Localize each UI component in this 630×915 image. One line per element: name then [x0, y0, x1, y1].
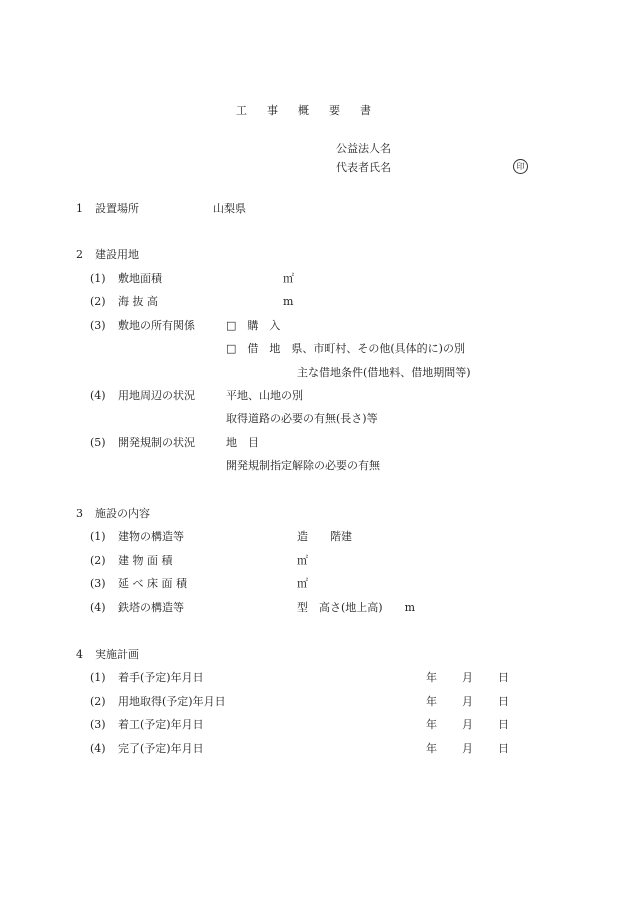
s3-i2-unit: ㎡: [297, 554, 308, 567]
s3-i1-label: 建物の構造等: [118, 530, 184, 543]
s2-i3-option-purchase: □ 購 入: [226, 319, 281, 332]
s4-i2-day: 日: [498, 695, 509, 708]
s3-i3-number: (3): [90, 577, 106, 590]
s2-i3-number: (3): [90, 319, 106, 332]
s2-i1-unit: ㎡: [283, 272, 294, 285]
s4-heading: 実施計画: [95, 648, 139, 661]
s2-i5-label: 開発規制の状況: [118, 436, 195, 449]
s4-i3-year: 年: [426, 718, 437, 731]
s2-i2-unit: m: [283, 295, 294, 308]
s4-i4-day: 日: [498, 742, 509, 755]
s2-i5-line1: 地 目: [226, 436, 259, 449]
s1-heading: 設置場所: [95, 202, 139, 215]
s2-i3-lease-note: 主な借地条件(借地料、借地期間等): [297, 366, 471, 379]
s2-i3-option-lease: □ 借 地 県、市町村、その他(具体的に)の別: [226, 342, 465, 355]
s4-i4-year: 年: [426, 742, 437, 755]
document-title: 工事概要書: [236, 104, 391, 117]
s2-i4-line1: 平地、山地の別: [226, 389, 303, 402]
s2-i2-label: 海 抜 高: [118, 295, 158, 308]
org-name-label: 公益法人名: [336, 142, 391, 155]
seal-mark: 印: [513, 159, 528, 174]
s4-i4-month: 月: [462, 742, 473, 755]
s3-i4-value: 型 高さ(地上高) m: [297, 601, 416, 614]
s4-i4-label: 完了(予定)年月日: [118, 742, 204, 755]
s1-value: 山梨県: [213, 202, 246, 215]
s2-i4-label: 用地周辺の状況: [118, 389, 195, 402]
representative-label: 代表者氏名: [336, 161, 391, 174]
s4-i1-day: 日: [498, 671, 509, 684]
s3-i4-number: (4): [90, 601, 106, 614]
s4-i3-label: 着工(予定)年月日: [118, 718, 204, 731]
s4-i2-year: 年: [426, 695, 437, 708]
s2-heading: 建設用地: [95, 248, 139, 261]
s3-heading: 施設の内容: [95, 507, 150, 520]
s4-i2-label: 用地取得(予定)年月日: [118, 695, 226, 708]
s2-i3-label: 敷地の所有関係: [118, 319, 195, 332]
s2-i1-label: 敷地面積: [118, 272, 162, 285]
s3-i3-label: 延 べ 床 面 積: [118, 577, 187, 590]
s2-i5-number: (5): [90, 436, 106, 449]
s4-i3-day: 日: [498, 718, 509, 731]
s2-i4-line2: 取得道路の必要の有無(長さ)等: [226, 412, 378, 425]
s3-i1-value: 造 階建: [297, 530, 352, 543]
s3-i3-unit: ㎡: [297, 577, 308, 590]
s1-number: 1: [76, 202, 83, 215]
s4-i4-number: (4): [90, 742, 106, 755]
s3-i1-number: (1): [90, 530, 106, 543]
s3-i2-label: 建 物 面 積: [118, 554, 173, 567]
s3-i2-number: (2): [90, 554, 106, 567]
s2-i5-line2: 開発規制指定解除の必要の有無: [226, 459, 380, 472]
s4-number: 4: [76, 648, 83, 661]
s4-i3-month: 月: [462, 718, 473, 731]
s4-i3-number: (3): [90, 718, 106, 731]
s4-i1-label: 着手(予定)年月日: [118, 671, 204, 684]
s3-number: 3: [76, 507, 83, 520]
s4-i1-month: 月: [462, 671, 473, 684]
s2-number: 2: [76, 248, 83, 261]
s4-i1-number: (1): [90, 671, 106, 684]
s2-i2-number: (2): [90, 295, 106, 308]
s2-i4-number: (4): [90, 389, 106, 402]
s4-i2-month: 月: [462, 695, 473, 708]
s3-i4-label: 鉄塔の構造等: [118, 601, 184, 614]
s2-i1-number: (1): [90, 272, 106, 285]
s4-i2-number: (2): [90, 695, 106, 708]
s4-i1-year: 年: [426, 671, 437, 684]
